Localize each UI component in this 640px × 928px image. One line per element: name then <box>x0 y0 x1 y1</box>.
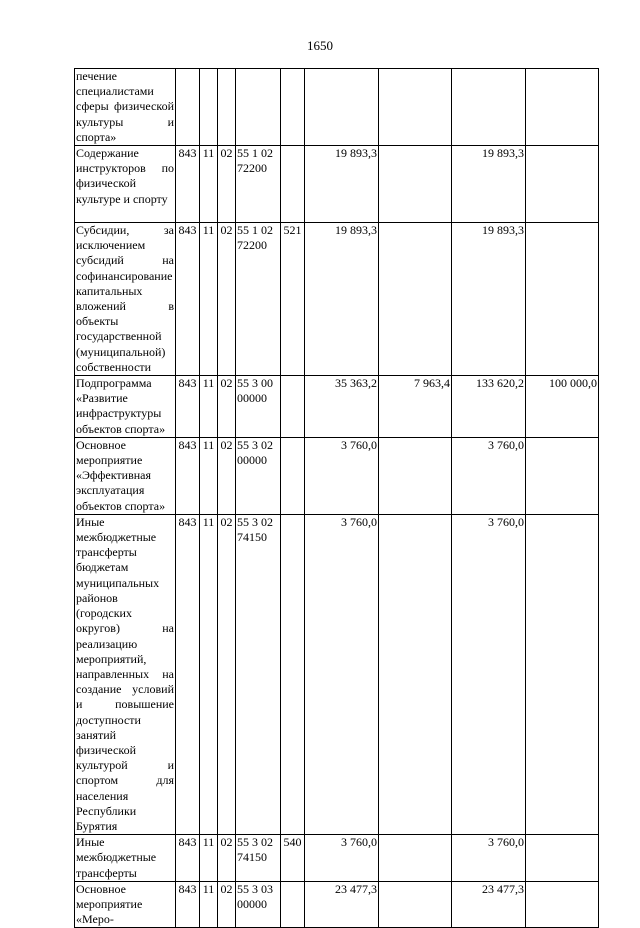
target-article-code: 55 3 02 74150 <box>236 514 281 834</box>
section-code: 11 <box>200 835 218 882</box>
amount-col-3: 3 760,0 <box>452 514 526 834</box>
section-code: 11 <box>200 223 218 376</box>
amount-col-2 <box>379 69 452 146</box>
budget-table <box>74 68 599 928</box>
subsection-code: 02 <box>218 146 236 223</box>
row-name: Подпрограмма «Развитие инфраструктуры объектов спорта» <box>75 376 176 438</box>
target-article-code: 55 3 00 00000 <box>236 376 281 438</box>
section-code <box>200 69 218 146</box>
table-row <box>75 376 599 438</box>
amount-col-3: 23 477,3 <box>452 881 526 928</box>
row-name: печение специалистами сферы физической культуры и спорта» <box>76 69 174 144</box>
expense-type-code <box>281 437 305 514</box>
grbs-code: 843 <box>176 437 200 514</box>
amount-col-1 <box>305 69 379 146</box>
amount-col-3 <box>452 69 526 146</box>
row-name: Основное мероприятие «Меро- <box>75 881 176 928</box>
amount-col-2: 7 963,4 <box>379 376 452 438</box>
subsection-code: 02 <box>218 835 236 882</box>
amount-col-4 <box>526 514 599 834</box>
amount-col-1: 3 760,0 <box>305 514 379 834</box>
amount-col-3: 133 620,2 <box>452 376 526 438</box>
target-article-code <box>236 69 281 146</box>
target-article-code: 55 1 02 72200 <box>236 223 281 376</box>
amount-col-4 <box>526 223 599 376</box>
expense-type-code <box>281 69 305 146</box>
amount-col-3: 19 893,3 <box>452 223 526 376</box>
target-article-code: 55 3 02 74150 <box>236 835 281 882</box>
amount-col-1: 35 363,2 <box>305 376 379 438</box>
subsection-code: 02 <box>218 376 236 438</box>
expense-type-code <box>281 376 305 438</box>
amount-col-2 <box>379 514 452 834</box>
section-code: 11 <box>200 514 218 834</box>
grbs-code: 843 <box>176 223 200 376</box>
grbs-code: 843 <box>176 835 200 882</box>
amount-col-1: 3 760,0 <box>305 437 379 514</box>
expense-type-code <box>281 146 305 223</box>
section-code: 11 <box>200 437 218 514</box>
target-article-code: 55 3 03 00000 <box>236 881 281 928</box>
amount-col-2 <box>379 146 452 223</box>
section-code: 11 <box>200 881 218 928</box>
row-name: Содержание инструкторов по физической культуре и спорту <box>75 146 176 223</box>
subsection-code: 02 <box>218 881 236 928</box>
amount-col-4 <box>526 437 599 514</box>
subsection-code: 02 <box>218 514 236 834</box>
grbs-code <box>176 69 200 146</box>
amount-col-1: 3 760,0 <box>305 835 379 882</box>
target-article-code: 55 3 02 00000 <box>236 437 281 514</box>
section-code: 11 <box>200 376 218 438</box>
table-row <box>75 514 599 834</box>
expense-type-code <box>281 514 305 834</box>
amount-col-4 <box>526 835 599 882</box>
table-row <box>75 223 599 376</box>
row-name: Иные межбюджетные трансферты <box>75 835 176 882</box>
grbs-code: 843 <box>176 881 200 928</box>
amount-col-4 <box>526 146 599 223</box>
amount-col-2 <box>379 835 452 882</box>
expense-type-code: 540 <box>281 835 305 882</box>
amount-col-2 <box>379 223 452 376</box>
table-row <box>75 437 599 514</box>
page-number: 1650 <box>307 38 333 53</box>
row-name: Иные межбюджетные трансферты бюджетам муниципальных районов (городских округов) на реализацию мероприятий, направленных на создание условий и повышение доступности занятий физической культурой и спортом для населения Республики Бурятия <box>76 514 174 833</box>
row-name: Основное мероприятие «Эффективная эксплуатация объектов спорта» <box>75 437 176 514</box>
grbs-code: 843 <box>176 376 200 438</box>
amount-col-3: 19 893,3 <box>452 146 526 223</box>
amount-col-4: 100 000,0 <box>526 376 599 438</box>
target-article-code: 55 1 02 72200 <box>236 146 281 223</box>
section-code: 11 <box>200 146 218 223</box>
table-row <box>75 69 599 146</box>
subsection-code: 02 <box>218 437 236 514</box>
table-row <box>75 146 599 223</box>
amount-col-3: 3 760,0 <box>452 437 526 514</box>
grbs-code: 843 <box>176 146 200 223</box>
amount-col-1: 23 477,3 <box>305 881 379 928</box>
amount-col-2 <box>379 437 452 514</box>
table-row <box>75 835 599 882</box>
row-name: Субсидии, за исключением субсидий на софинансирование капитальных вложений в объекты государственной (муниципальной) собственности <box>76 223 174 374</box>
amount-col-1: 19 893,3 <box>305 146 379 223</box>
subsection-code: 02 <box>218 223 236 376</box>
amount-col-1: 19 893,3 <box>305 223 379 376</box>
amount-col-4 <box>526 69 599 146</box>
expense-type-code: 521 <box>281 223 305 376</box>
amount-col-3: 3 760,0 <box>452 835 526 882</box>
subsection-code <box>218 69 236 146</box>
grbs-code: 843 <box>176 514 200 834</box>
